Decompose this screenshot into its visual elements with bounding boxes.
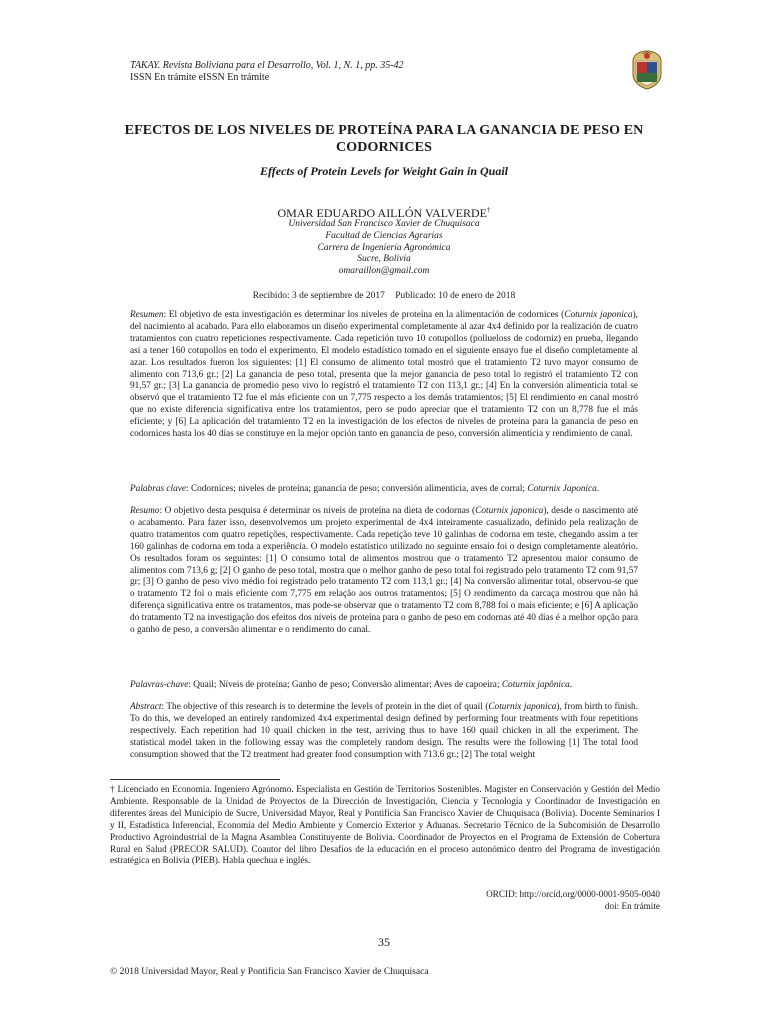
palavras-chave-end: .	[569, 680, 573, 690]
resumen-paragraph	[130, 310, 638, 441]
journal-citation: TAKAY. Revista Boliviana para el Desarrollo, Vol. 1, N. 1, pp. 35-42	[130, 60, 404, 71]
affiliation-faculty: Facultad de Ciencias Agrarias	[325, 230, 443, 241]
resumen-species: Coturnix japonica	[564, 310, 633, 320]
abstract-label: Abstract	[130, 702, 162, 712]
author-email: omaraillon@gmail.com	[338, 266, 430, 277]
palabras-clave-species: Coturnix Japonica	[527, 484, 597, 494]
publication-dates	[110, 291, 658, 302]
abstract-paragraph	[130, 702, 638, 762]
issn-line: ISSN En trámite eISSN En trámite	[130, 72, 270, 83]
abstract-text-body: ), from birth to finish. To do this, we developed an entirely randomized 4x4 experimental design defined by performing four treatments with four repetitions respectively. Each repetition had 10 quail chicken in the test, arriving thus to have 160 quail chicken in all the experiment. The statistical model taken in the following essay was the completely random design. The results were the following [1] The total food consumption showed that the T2 treatment had greater food consumption with 713.6 gr.; [2] The total weight	[130, 702, 638, 760]
palavras-chave	[130, 680, 638, 692]
resumen-text-body: ), del nacimiento al acabado. Para ello elaboramos un diseño experimental completamente al azar 4x4 definido por la realización de cuatro tratamientos con cuatro repeticiones respectivamente. Cada repetición tuvo 10 cotupollos (pollueloss de codorniz) en prueba, llegando así a tener 160 cotupollos en todo el experimento. El modelo estadístico tomado en el siguiente ensayo fue el diseño completamente al azar. Los resultados fueron los siguientes: [1] El consumo de alimento total mostró que el tratamiento T2 tuvo mayor consumo de alimento con 713,6 gr.; [2] La ganancia de peso total, presenta que la mejor ganancia de peso total lo registró el tratamiento T2 con 91,57 gr.; [3] La ganancia de promedio peso vivo lo registró el tratamiento T2 con 113,1 gr.; [4] En la conversión alimenticia total se observó que el tratamiento T2 fue el más eficiente con un 7,775 respecto a los demás tratamientos; [5] El rendimiento en canal mostró que no existe diferencia significativa entre los tratamientos, pero se pudo apreciar que el tratamiento T2 con un 8,778 fue el más eficiente; y [6] La aplicación del tratamiento T2 en la investigación de los efectos de niveles de proteína para la ganancia de peso en codornices hasta los 40 días se constituye en la mejor opción tanto en ganancia de peso, conversión alimenticia y rendimiento de canal.	[130, 310, 638, 440]
resumen-label: Resumen	[130, 310, 164, 320]
palabras-clave	[130, 484, 638, 496]
footnote-divider	[110, 779, 280, 780]
resumo-label: Resumo	[130, 506, 160, 516]
resumen-text-start: : El objetivo de esta investigación es determinar los niveles de proteína en la alimentación de codornices (	[163, 310, 565, 320]
author-footnote	[110, 784, 660, 867]
resumo-paragraph	[130, 506, 638, 637]
palabras-clave-text: : Codornices; niveles de proteína; ganancia de peso; conversión alimenticia, aves de corral;	[186, 484, 528, 494]
page-number: 35	[378, 935, 390, 949]
author-name	[110, 203, 658, 220]
published-date: Publicado: 10 de enero de 2018	[395, 291, 516, 301]
orcid-link[interactable]: ORCID: http://orcid.org/0000-0001-9505-0040	[486, 889, 660, 899]
resumo-text-body: ), desde o nascimento até o acabamento. Para fazer isso, desenvolvemos um projeto experimental de 4x4 inteiramente casualizado, definido pela realização de quatro tratamentos com quatro repetições, respectivamente. Cada repetição teve 10 galinhas de codorna em teste, chegando assim a ter 160 galinhas de codorna em toda a experiência. O modelo estatístico utilizado no seguinte ensaio foi o design completamente aleatório. Os resultados foram os seguintes: [1] O consumo total de alimentos mostrou que o tratamento T2 apresentou maior consumo de alimentos com 713,6 g; [2] O ganho de peso total, mostra que o melhor ganho de peso total foi registrado pelo tratamento T2 com 91,57 gr; [3] O ganho de peso vivo médio foi registrado pelo tratamento T2 com 113,1 gr.; [4] Na conversão alimentar total, observou-se que o tratamento T2 foi o mais eficiente com 7,775 em relação aos outros tratamentos; [5] O rendimento da carcaça mostrou que não há diferença significativa entre os tratamentos, mas pode-se observar que o tratamento T2 com 8,788 foi o mais eficiente; e [6] A aplicação do tratamento T2 na investigação dos efeitos dos níveis de proteína para o ganho de peso em codornas até 40 dias é a melhor opção para o ganho de peso, a conversão alimentar e o rendimento do canal.	[130, 506, 638, 636]
author-footnote-mark: †	[486, 206, 491, 214]
palavras-chave-label: Palavras-chave	[130, 680, 189, 690]
palabras-clave-end: .	[596, 484, 600, 494]
palabras-clave-label: Palabras clave	[130, 484, 187, 494]
footnote-mark: †	[110, 784, 115, 794]
author-name-text: OMAR EDUARDO AILLÓN VALVERDE	[277, 206, 487, 220]
affiliation-location: Sucre, Bolivia	[357, 254, 411, 265]
copyright-notice: © 2018 Universidad Mayor, Real y Pontificia San Francisco Xavier de Chuquisaca	[110, 966, 429, 977]
received-date: Recibido: 3 de septiembre de 2017	[252, 291, 385, 301]
affiliation-university: Universidad San Francisco Xavier de Chuquisaca	[288, 219, 480, 229]
footnote-text: Licenciado en Economía. Ingeniero Agrónomo. Especialista en Gestión de Territorios Sostenibles. Magister en Conservación y Gestión del Medio Ambiente. Responsable de la Unidad de Proyectos de la Dirección de Investigación, Ciencia y Tecnología y Coordinador de Investigación en diferentes áreas del Municipio de Sucre, Universidad Mayor, Real y Pontificia San Francisco Xavier de Chuquisaca (Bolivia). Docente Seminarios I y II, Estadística Inferencial, Economía del Medio Ambiente y Comercio Exterior y Aduanas. Secretario Técnico de la Subcomisión de Desarrollo Productivo Agroindustrial de la Magna Asamblea Constituyente de Bolivia. Coordinador de Proyectos en el Programa de Extensión de Cobertura Rural en Salud (PRECOR SALUD). Coautor del libro Desafíos de la educación en el proceso autonómico dentro del Programa de investigación estratégica en Bolivia (PIEB). Habla quechua e inglés.	[110, 784, 661, 866]
abstract-species: Coturnix japonica	[488, 702, 557, 712]
identifier-block	[486, 888, 660, 912]
resumo-text-start: : O objetivo desta pesquisa é determinar os níveis de proteína na dieta de codornas (	[159, 506, 476, 516]
palavras-chave-text: : Quail; Níveis de proteína; Ganho de peso; Conversão alimentar; Aves de capoeira;	[188, 680, 502, 690]
article-title-english: Effects of Protein Levels for Weight Gain in Quail	[260, 164, 508, 178]
affiliation-program: Carrera de Ingeniería Agronómica	[317, 242, 451, 253]
doi-line: doi: En trámite	[604, 901, 660, 911]
article-title: EFECTOS DE LOS NIVELES DE PROTEÍNA PARA LA GANANCIA DE PESO EN CODORNICES	[124, 123, 644, 155]
author-affiliation	[110, 219, 658, 278]
university-seal-icon	[630, 50, 664, 90]
resumo-species: Coturnix japonica	[475, 506, 544, 516]
abstract-text-start: : The objective of this research is to determine the levels of protein in the diet of quail (	[161, 702, 489, 712]
palavras-chave-species: Coturnix japônica	[501, 680, 570, 690]
